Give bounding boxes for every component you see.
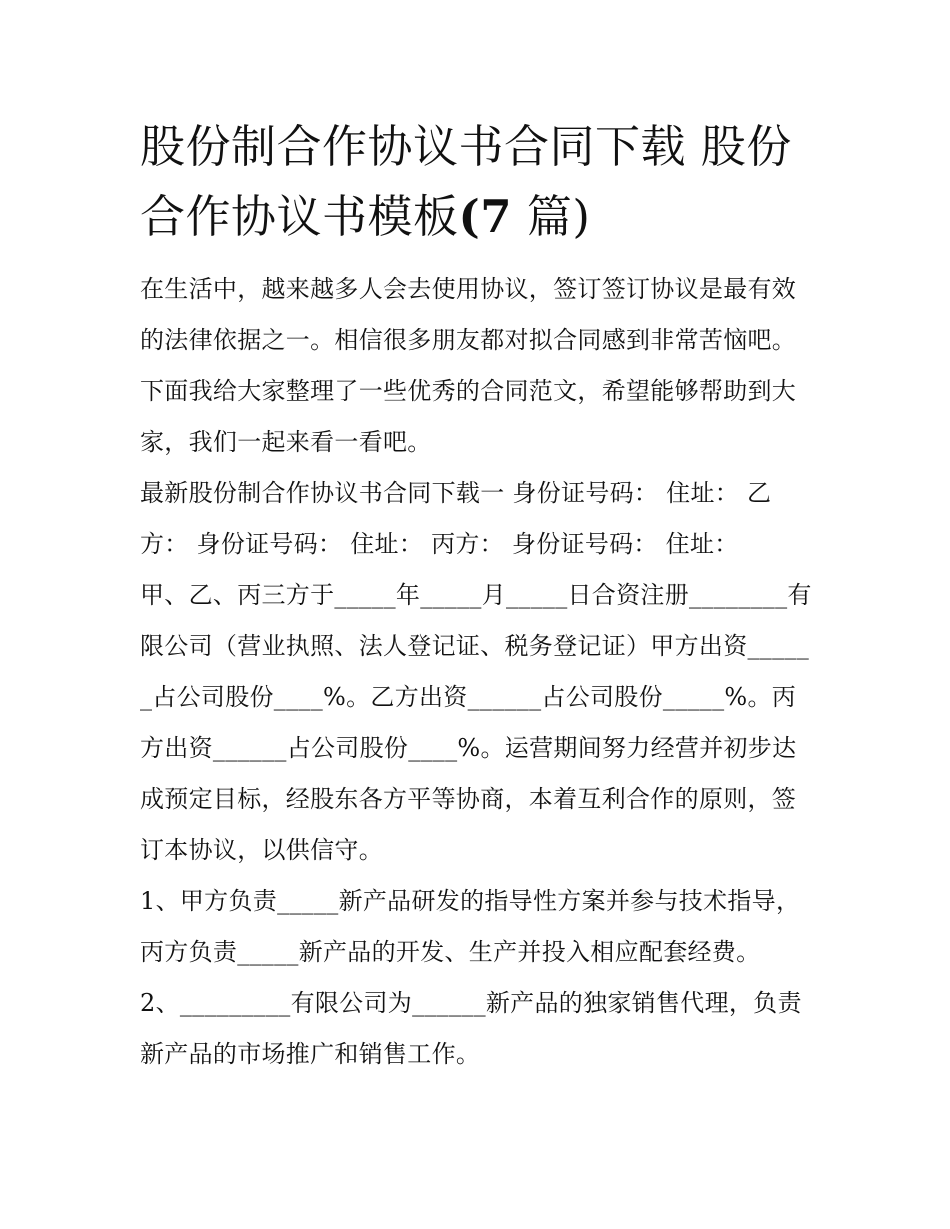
title-text: 股份制合作协议书合同下载 股份合作协议书模板 bbox=[140, 120, 792, 243]
document-content bbox=[140, 112, 812, 1080]
investment-paragraph: 甲、乙、丙三方于_____年_____月_____日合资注册________有限公司（营业执照、法人登记证、税务登记证）甲方出资______占公司股份____%。乙方出资______占公司股份_____%。丙方出资______占公司股份____%。运营期间努力经营并初步达成预定目标，经股东各方平等协商，本着互利合作的原则，签订本协议，以供信守。 bbox=[140, 581, 812, 864]
clause-2-paragraph: 2、_________有限公司为______新产品的独家销售代理，负责新产品的市场推广和销售工作。 bbox=[140, 989, 802, 1068]
intro-paragraph: 在生活中，越来越多人会去使用协议，签订签订协议是最有效的法律依据之一。相信很多朋友都对拟合同感到非常苦恼吧。下面我给大家整理了一些优秀的合同范文，希望能够帮助到大家，我们一起来看一看吧。 bbox=[140, 275, 797, 456]
document-title bbox=[140, 112, 812, 252]
title-suffix: 篇) bbox=[512, 190, 591, 243]
party-info-paragraph: 最新股份制合作协议书合同下载一 身份证号码： 住址： 乙方： 身份证号码： 住址： 丙方： 身份证号码： 住址： bbox=[140, 479, 772, 558]
title-count: (7 bbox=[458, 190, 513, 243]
clause-1-paragraph: 1、甲方负责_____新产品研发的指导性方案并参与技术指导，丙方负责_____新产品的开发、生产并投入相应配套经费。 bbox=[140, 887, 801, 966]
